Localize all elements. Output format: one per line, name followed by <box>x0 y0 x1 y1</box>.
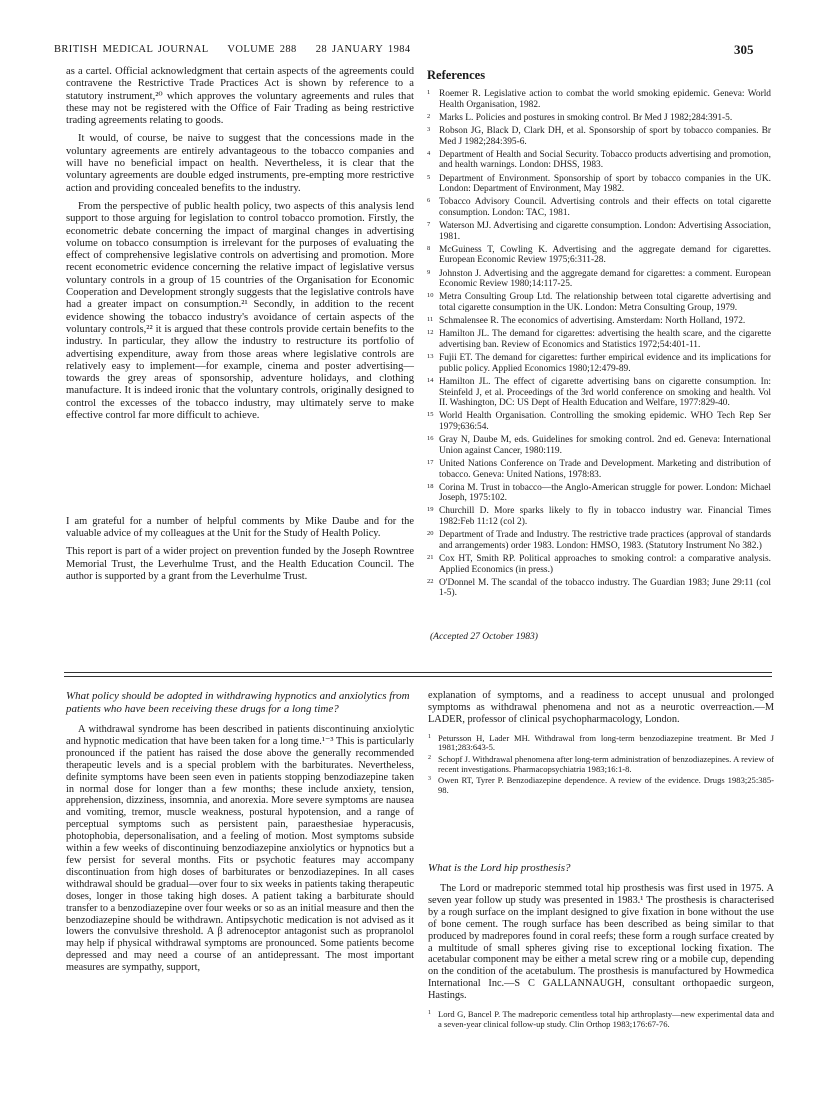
references-list <box>427 89 771 599</box>
reference-item <box>428 1010 774 1029</box>
reference-item <box>427 483 771 504</box>
volume-label: VOLUME 288 <box>227 44 297 55</box>
reference-number: 11 <box>427 316 434 324</box>
reference-item <box>427 269 771 290</box>
reference-text: O'Donnel M. The scandal of the tobacco industry. The Guardian 1983; June 29:11 (col 1-5). <box>439 577 771 599</box>
reference-text: Metra Consulting Group Ltd. The relationship between total cigarette advertising and total cigarette consumption in the UK. London: Metra Consulting Group, 1979. <box>439 292 771 314</box>
author-affiliation: , professor of clinical psychopharmacology, London. <box>462 713 680 725</box>
reference-number: 14 <box>427 376 434 384</box>
reference-text: Johnston J. Advertising and the aggregate demand for cigarettes: a comment. European Economic Review 1980;14:117-25. <box>439 268 771 290</box>
reference-text: Petursson H, Lader MH. Withdrawal from long-term benzodiazepine treatment. Br Med J 1981;283:643-5. <box>438 732 774 753</box>
running-header <box>54 44 425 55</box>
reference-item <box>427 113 771 124</box>
qa-references <box>428 734 774 796</box>
reference-text: Corina M. Trust in tobacco—the Anglo-American struggle for power. London: Michael Joseph, 1975:102. <box>439 482 771 504</box>
reference-number: 21 <box>427 554 434 562</box>
reference-item <box>427 316 771 327</box>
reference-number: 17 <box>427 458 434 466</box>
answer-text: The Lord or madreporic stemmed total hip prosthesis was first used in 1975. A seven year follow up study was presented in 1983.¹ The prosthesis is characterised by a rough surface on the implant designed to give fixation in bone without the use of bone cement. The rough surface has been described as being similar to that produced by madrepores found in coral reefs; these form a rough surface created by a multitude of small spheres giving rise to exceptional locking fixation. The acetabular component may be either a metal screw ring or a mobile cup, depending on the condition of the acetabulum. The prosthesis is manufactured by Howmedica International Inc.— <box>428 883 774 990</box>
answer-continuation <box>428 690 774 726</box>
reference-number: 10 <box>427 292 434 300</box>
reference-text: Department of Health and Social Security. Tobacco products advertising and promotion, and health warnings. London: DHSS, 1983. <box>439 149 771 171</box>
acknowledgment-paragraph: I am grateful for a number of helpful comments by Mike Daube and for the valuable advice of my colleagues at the Unit for the Study of Health Policy. <box>66 516 414 540</box>
reference-number: 4 <box>427 149 431 157</box>
reference-item <box>427 174 771 195</box>
reference-item <box>427 554 771 575</box>
reference-text: Department of Environment. Sponsorship of sport by tobacco companies in the UK. London: Department of Environment, May 1982. <box>439 173 771 195</box>
reference-text: Marks L. Policies and postures in smoking control. Br Med J 1982;284:391-5. <box>439 112 733 123</box>
reference-number: 8 <box>427 244 431 252</box>
reference-text: Fujii ET. The demand for cigarettes: further empirical evidence and its implications for public policy. Applied Economics 1980;12:479-89. <box>439 353 771 374</box>
reference-item <box>427 126 771 147</box>
reference-item <box>427 245 771 266</box>
author-signature: S C GALLANNAUGH <box>514 978 623 990</box>
reference-text: World Health Organisation. Controlling the smoking epidemic. WHO Tech Rep Ser 1979;636:54. <box>439 411 771 432</box>
author-signature: M LADER <box>428 701 774 725</box>
reference-text: Gray N, Daube M, eds. Guidelines for smoking control. 2nd ed. Geneva: International Union against Cancer, 1980:119. <box>439 435 771 456</box>
reference-item <box>427 353 771 374</box>
reference-item <box>427 292 771 313</box>
reference-text: Roemer R. Legislative action to combat the world smoking epidemic. Geneva: World Health Organisation, 1982. <box>439 89 771 110</box>
issue-date: 28 JANUARY 1984 <box>315 44 411 55</box>
section-divider <box>64 676 772 677</box>
reference-number: 16 <box>427 435 434 443</box>
acknowledgment-paragraph: This report is part of a wider project on prevention funded by the Joseph Rowntree Memorial Trust, the Leverhulme Trust, and the Health Education Council. The author is supported by a grant from the Leverhulme Trust. <box>66 546 414 582</box>
reference-number: 22 <box>427 577 434 585</box>
acknowledgments <box>66 516 414 589</box>
reference-item <box>427 329 771 350</box>
reference-item <box>427 377 771 409</box>
reference-text: Cox HT, Smith RP. Political approaches to smoking control: a comparative analysis. Applied Economics (in press.) <box>439 554 771 575</box>
reference-number: 3 <box>427 125 431 133</box>
paragraph: From the perspective of public health policy, two aspects of this analysis lend support to those arguing for legislation to control tobacco promotion. Firstly, the econometric debate concerning the impact of marginal changes in advertising volume on tobacco consumption is irrelevant for the purposes of evaluating the effect of comprehensive legislative controls on advertising and promotion. More recent econometric evidence concerning the relative impact of legislative versus voluntary controls in a group of 15 countries of the Organisation for Economic Cooperation and Development strongly suggests that the legislative controls have had a greater impact on consumption.²¹ Secondly, in addition to the recent evidence showing the tobacco industry's avoidance of certain aspects of the voluntary controls,²² it is argued that these controls provide certain benefits to the industry. In particular, they allow the industry to restructure its portfolio of advertising expenditure, away from those areas where legislative controls are relatively easy to implement—for example, cinema and poster advertising—towards the grey areas of sponsorship, adventure holidays, and clothing manufacture. It is indeed ironic that the voluntary controls, originally designed to control the excesses of the tobacco industry, may ultimately serve to make effective control far more difficult to achieve. <box>66 200 414 422</box>
reference-item <box>427 150 771 171</box>
reference-item <box>427 89 771 110</box>
question: What is the Lord hip prosthesis? <box>428 862 571 874</box>
reference-number: 18 <box>427 482 434 490</box>
reference-number: 1 <box>428 733 431 740</box>
question: What policy should be adopted in withdrawing hypnotics and anxiolytics from patients who have been receiving these drugs for a long time? <box>66 690 410 715</box>
reference-text: Churchill D. More sparks likely to fly in tobacco industry war. Financial Times 1982:Feb 11:12 (col 2). <box>439 506 771 528</box>
reference-text: Department of Trade and Industry. The restrictive trade practices (approval of standards and arrangements) order 1983. London: HMSO, 1983. (Statutory Instrument No 382.) <box>439 530 771 551</box>
reference-item <box>427 197 771 218</box>
answer-text: explanation of symptoms, and a readiness to accept unusual and prolonged symptoms as withdrawal phenomena and not as a neurotic overreaction.— <box>428 690 774 713</box>
reference-item <box>428 776 774 795</box>
reference-item <box>427 578 771 599</box>
reference-text: Tobacco Advisory Council. Advertising controls and their effects on total cigarette consumption. London: TAC, 1981. <box>439 197 771 218</box>
qa-hip <box>428 862 774 1031</box>
reference-text: Hamilton JL. The demand for cigarettes: advertising the health scare, and the cigarette advertising ban. Review of Economics and Statistics 1972;54:401-11. <box>439 329 771 350</box>
reference-number: 5 <box>427 173 431 181</box>
reference-text: Schmalensee R. The economics of advertising. Amsterdam: North Holland, 1972. <box>439 316 746 327</box>
reference-item <box>427 530 771 551</box>
answer-text: A withdrawal syndrome has been described in patients discontinuing anxiolytic and hypnotic medication that have been taken for a long time.¹⁻³ This is particularly pronounced if the patient has raised the dose above the generally recommended therapeutic levels and is a special problem with the barbiturates. Nevertheless, definite symptoms have been seen even in patients stopping benzodiazepine taken in normal dose for longer than a few months; these include anxiety, tension, apprehension, dizziness, insomnia, and anorexia. More severe symptoms are nausea and vomiting, tremor, muscle weakness, postural hypotension, and a range of perceptual symptoms such as persistent pain, paraesthesiae hyperacusis, photophobia, depersonalisation, and a feeling of motion. Most symptoms subside within a few weeks of discontinuing benzodiazepine anxiolytics or hypnotics but a few persist for several months. Fits or psychotic features may accompany discontinuation from high doses of barbiturates or benzodiazepines. In all cases withdrawal should be gradual—over four to six weeks in patients taking therapeutic doses, longer in those taking high doses. A patient taking a barbiturate should transfer to a benzodiazepine over four weeks or so as an initial measure and then the benzodiazepine should be withdrawn. Antipsychotic medication is not advised as it lowers the convulsive threshold. A β adrenoceptor antagonist such as propranolol may help if physical withdrawal symptoms are pronounced. Some patients become depressed and may need a course of an antidepressant. The most important measures are sympathy, support, <box>66 724 414 974</box>
reference-number: 6 <box>427 197 431 205</box>
reference-text: Hamilton JL. The effect of cigarette advertising bans on cigarette consumption. In: Steinfeld J, et al. Proceedings of the 3rd world conference on smoking and health. Vol II. Washington, DC: US Dept of Health Education and Welfare, 1977:829-40. <box>439 376 771 409</box>
answer-paragraph <box>428 883 774 1002</box>
reference-item <box>427 435 771 456</box>
reference-item <box>427 221 771 242</box>
paragraph: It would, of course, be naive to suggest that the concessions made in the voluntary agreements are entirely advantageous to the tobacco companies and will have no beneficial impact on health. Nevertheless, it is clear that the voluntary agreements are double edged instruments, pre-empting more restrictive action and providing concealed benefits to the industry. <box>66 133 414 194</box>
qa-hypnotics <box>66 690 414 980</box>
reference-text: Lord G, Bancel P. The madreporic cementless total hip arthroplasty—new experimental data and a seven-year clinical follow-up study. Clin Orthop 1983;176:67-76. <box>438 1009 774 1029</box>
reference-item <box>427 506 771 527</box>
qa-hypnotics-continued <box>428 690 774 797</box>
reference-item <box>428 734 774 753</box>
reference-number: 1 <box>427 89 431 96</box>
reference-item <box>428 755 774 774</box>
reference-number: 2 <box>427 112 431 120</box>
accepted-date: (Accepted 27 October 1983) <box>430 632 538 642</box>
reference-number: 19 <box>427 506 434 514</box>
article-body <box>66 66 414 428</box>
references-heading: References <box>427 68 486 82</box>
reference-text: Robson JG, Black D, Clark DH, et al. Sponsorship of sport by tobacco companies. Br Med J 1982;284:395-6. <box>439 125 771 147</box>
references-section <box>427 68 771 602</box>
reference-number: 13 <box>427 353 434 361</box>
reference-number: 15 <box>427 411 434 419</box>
page-number: 305 <box>734 42 754 57</box>
author-affiliation: , consultant orthopaedic surgeon, Hastings. <box>428 978 775 1002</box>
reference-text: United Nations Conference on Trade and Development. Marketing and distribution of tobacco. Geneva: United Nations, 1978:83. <box>439 458 771 480</box>
reference-text: McGuiness T, Cowling K. Advertising and the aggregate demand for cigarettes. European Economic Review 1975;6:311-28. <box>439 244 771 266</box>
paragraph: as a cartel. Official acknowledgment that certain aspects of the agreements could contravene the Restrictive Trade Practices Act is shown by reference to a statutory instrument,²⁰ which approves the voluntary agreements and rules that these may not be registered with the Office of Fair Trading as being restrictive trading agreements relating to goods. <box>66 66 414 127</box>
reference-text: Owen RT, Tyrer P. Benzodiazepine dependence. A review of the evidence. Drugs 1983;25:385-98. <box>438 775 774 795</box>
reference-number: 9 <box>427 268 431 276</box>
reference-number: 3 <box>428 776 431 783</box>
reference-number: 20 <box>427 530 434 538</box>
reference-item <box>427 459 771 480</box>
qa-references <box>428 1010 774 1029</box>
reference-text: Waterson MJ. Advertising and cigarette consumption. London: Advertising Association, 1981. <box>439 221 771 242</box>
reference-number: 1 <box>428 1010 431 1017</box>
reference-number: 2 <box>428 754 431 761</box>
journal-name: BRITISH MEDICAL JOURNAL <box>54 44 209 55</box>
reference-number: 12 <box>427 329 434 337</box>
reference-text: Schopf J. Withdrawal phenomena after long-term administration of benzodiazepines. A review of recent investigations. Pharmacopsychiatria 1983;16:1-8. <box>438 753 774 774</box>
reference-number: 7 <box>427 221 431 229</box>
section-divider <box>64 672 772 673</box>
reference-item <box>427 411 771 432</box>
